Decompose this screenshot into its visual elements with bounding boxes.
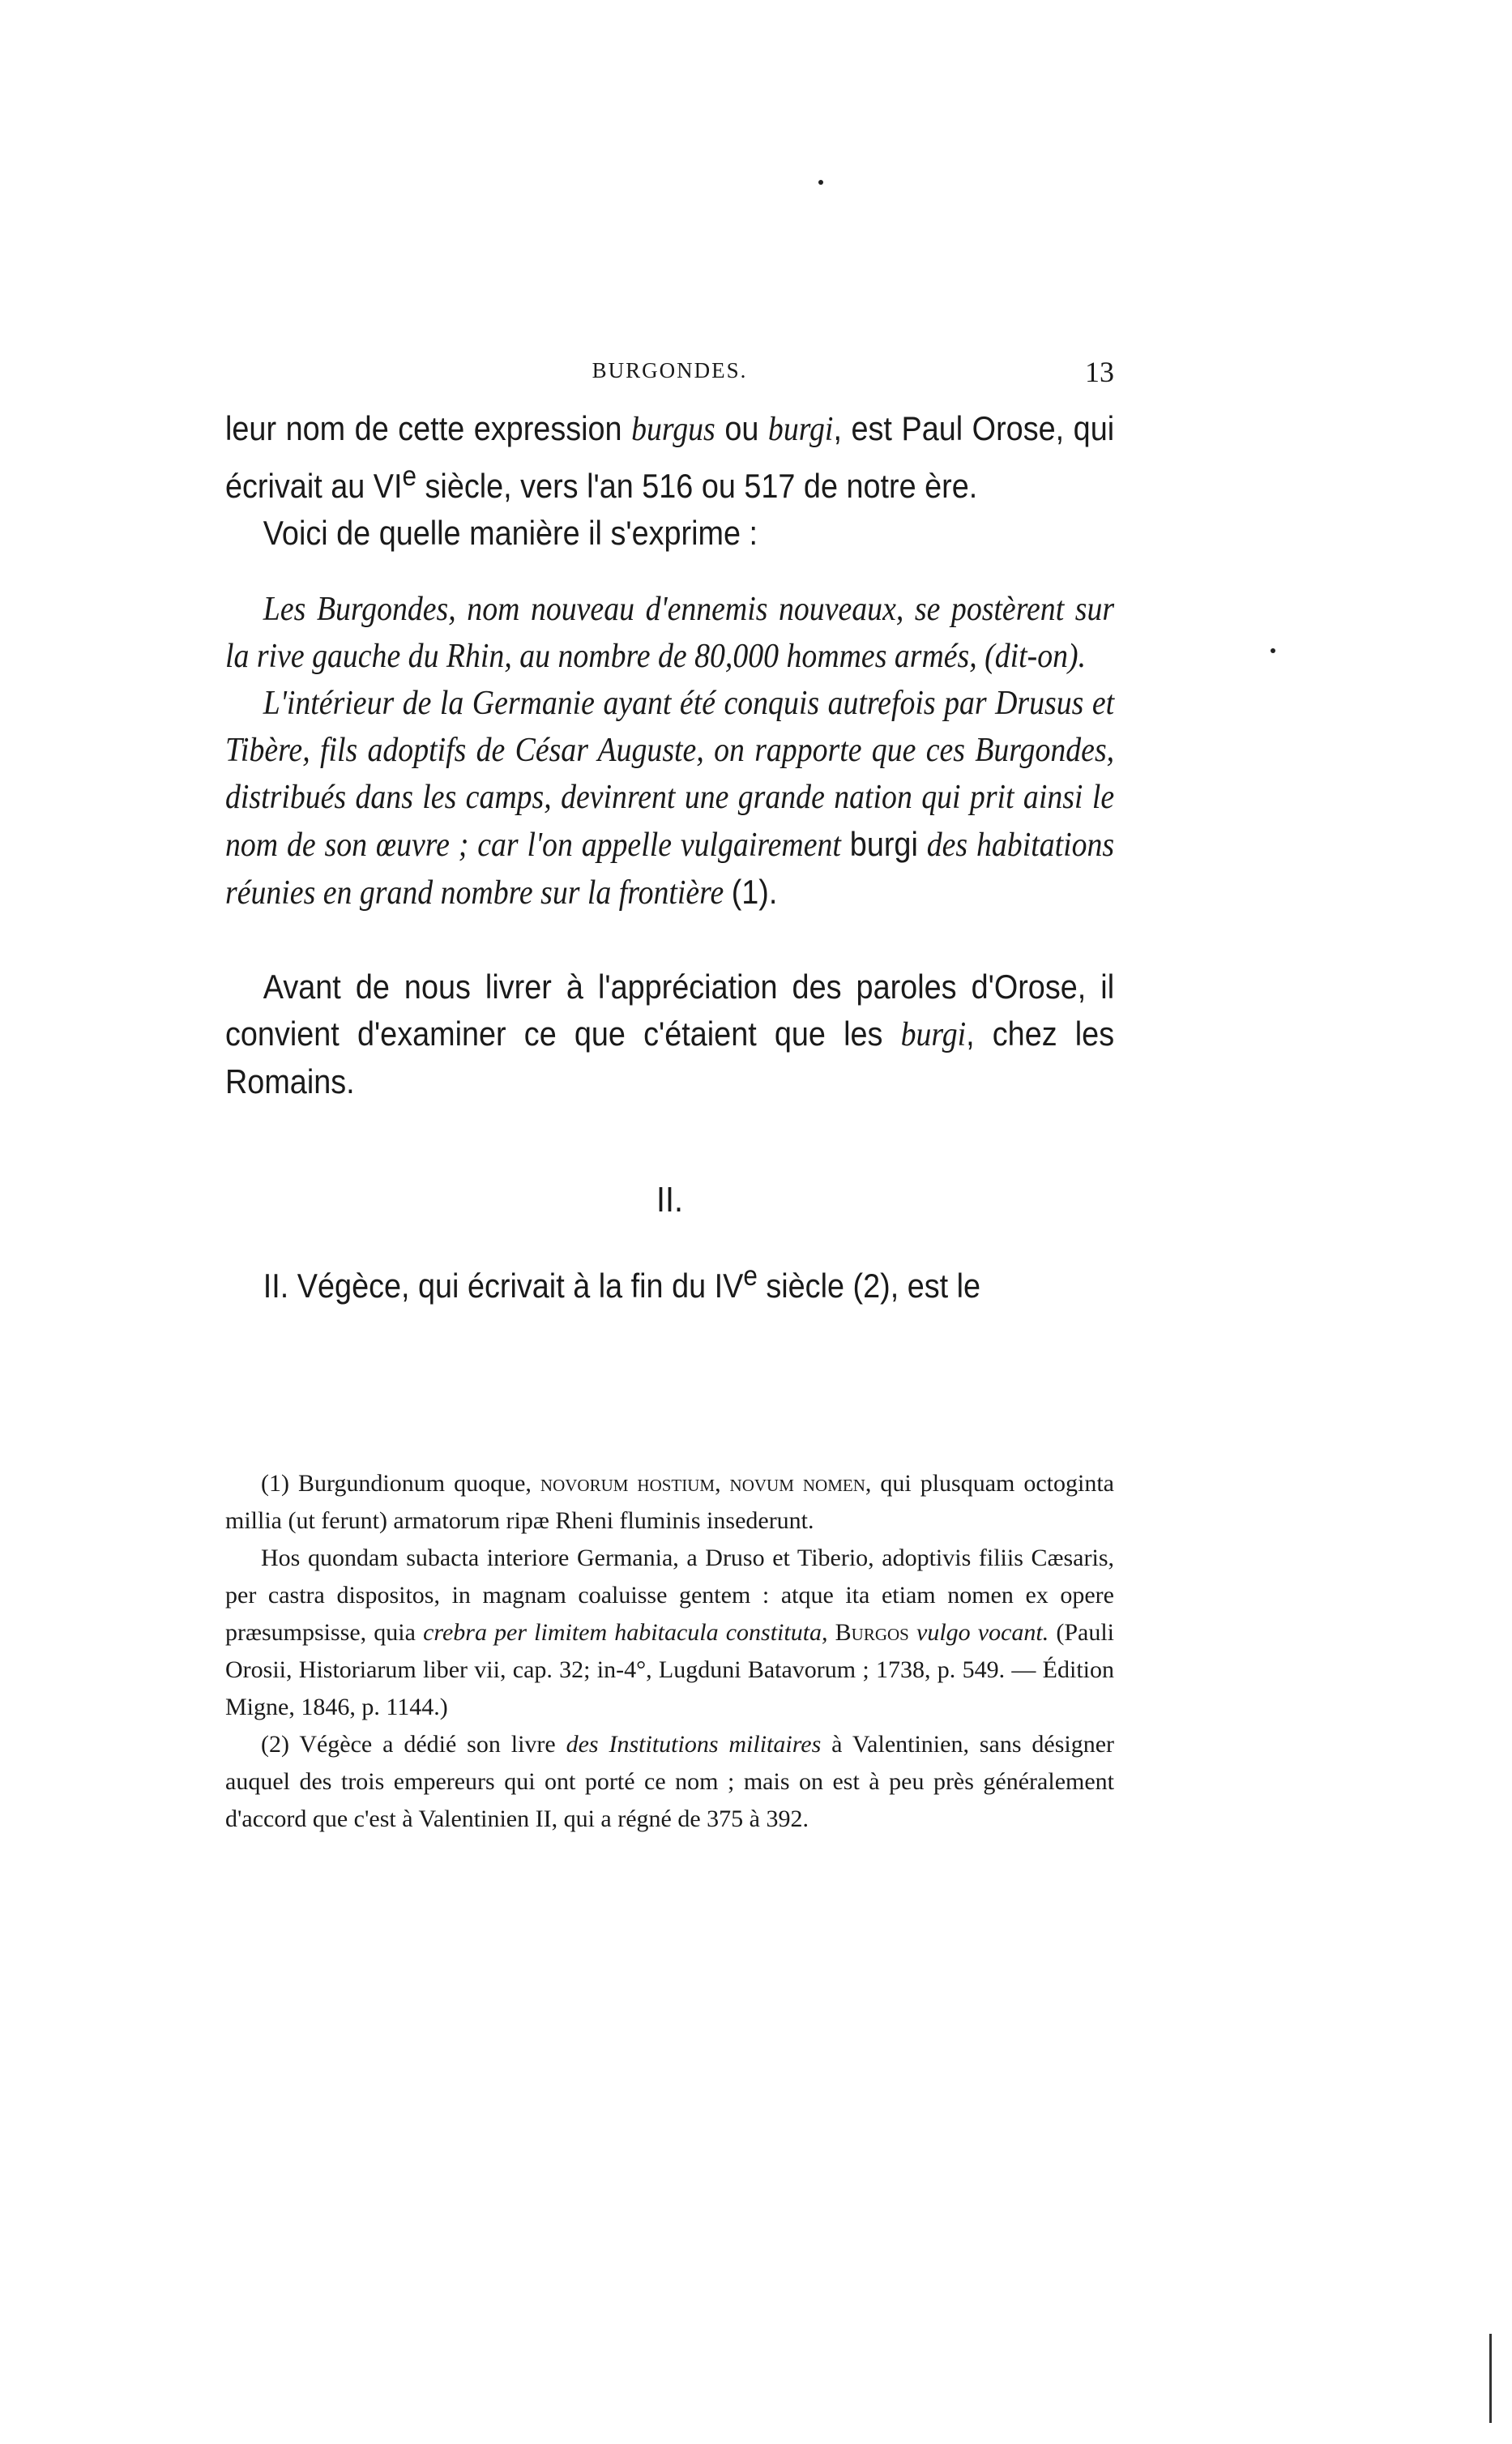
paragraph-4: II. Végèce, qui écrivait à la fin du IVe siècle (2), est le (263, 1260, 981, 1305)
margin-dot (818, 180, 823, 185)
margin-dot (1271, 648, 1275, 653)
margin-rule (1489, 2334, 1492, 2423)
main-text (225, 405, 1114, 1310)
quote-paragraph-2: L'intérieur de la Germanie ayant été conquis autrefois par Drusus et Tibère, fils adoptifs de César Auguste, on rapporte que ces Burgondes, distribués dans les camps, devinrent une grande nation qui prit ainsi le nom de son œuvre ; car l'on appelle vulgairement burgi des habitations réunies en grand nombre sur la frontière (1). (225, 685, 1115, 912)
page-header (225, 358, 1114, 399)
page-number: 13 (1085, 356, 1114, 388)
quote-paragraph-1: Les Burgondes, nom nouveau d'ennemis nouveaux, se postèrent sur la rive gauche du Rhin, au nombre de 80,000 hommes armés, (dit-on). (225, 591, 1115, 675)
footnotes (225, 1465, 1114, 1838)
running-title: BURGONDES. (592, 358, 748, 382)
quotation (225, 586, 1114, 916)
section-heading: II. (656, 1180, 684, 1220)
footnote-2: (2) Végèce a dédié son livre des Institutions militaires à Valentinien, sans désigner auquel des trois empereurs qui ont porté ce nom ; mais on est à peu près généralement d'accord que c'est à Valentinien II, qui a régné de 375 à 392. (225, 1731, 1115, 1832)
paragraph-1: leur nom de cette expression burgus ou burgi, est Paul Orose, qui écrivait au VIe siècle, vers l'an 516 ou 517 de notre ère. (225, 409, 1115, 505)
footnote-1: (1) Burgundionum quoque, novorum hostium, novum nomen, qui plusquam octoginta millia (ut ferunt) armatorum ripæ Rheni fluminis insederunt. (225, 1470, 1114, 1534)
paragraph-3: Avant de nous livrer à l'appréciation des paroles d'Orose, il convient d'examiner ce que c'étaient que les burgi, chez les Romains. (225, 968, 1115, 1100)
footnote-1-continued: Hos quondam subacta interiore Germania, a Druso et Tiberio, adoptivis filiis Cæsaris, per castra dispositos, in magnam coaluisse gentem : atque ita etiam nomen ex opere præsumpsisse, quia crebra per limitem habitacula constituta, Burgos vulgo vocant. (Pauli Orosii, Historiarum liber vii, cap. 32; in-4°, Lugduni Batavorum ; 1738, p. 549. — Édition Migne, 1846, p. 1144.) (225, 1545, 1115, 1720)
paragraph-2: Voici de quelle manière il s'exprime : (263, 514, 758, 552)
